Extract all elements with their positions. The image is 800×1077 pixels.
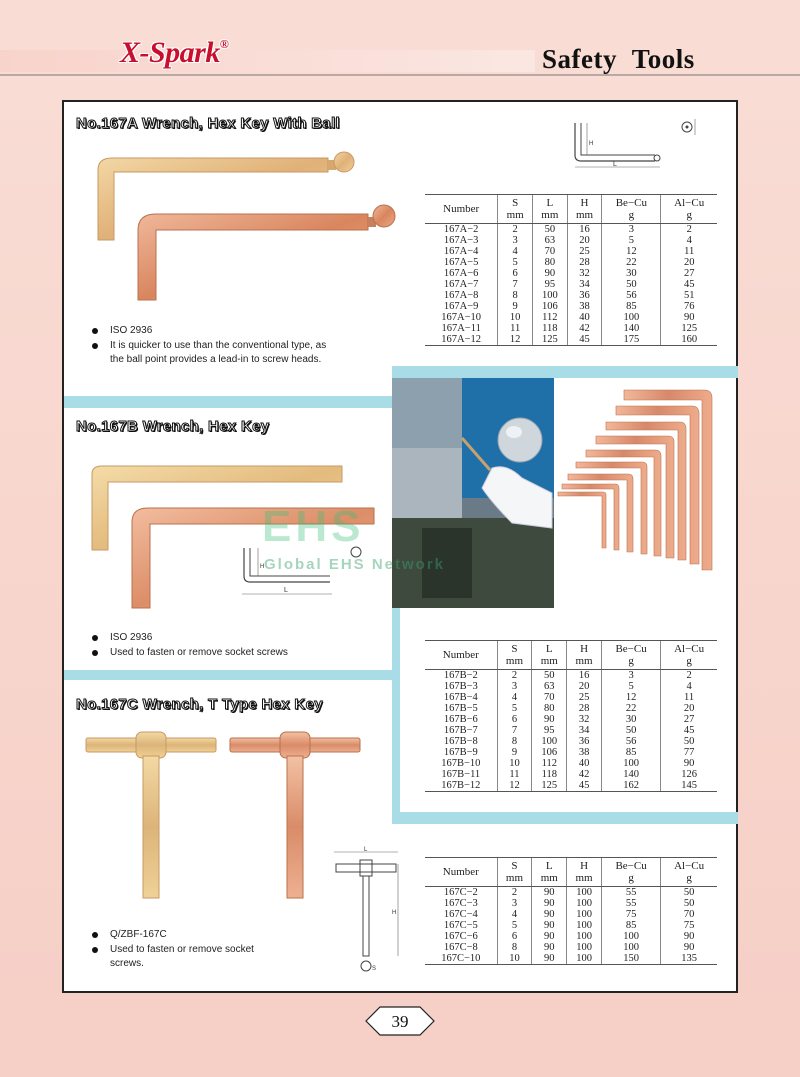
brand-logo <box>120 36 228 70</box>
table-cell: 11 <box>661 246 717 257</box>
table-cell: 90 <box>661 931 717 942</box>
column-header-unit: mm <box>575 209 594 221</box>
table-row <box>425 953 717 965</box>
table-cell: 20 <box>661 257 717 268</box>
table-cell: 167B−4 <box>443 692 478 703</box>
bullet-item: It is quicker to use than the conventional type, as the ball point provides a lead-in to screw heads. <box>92 339 332 367</box>
table-cell: 100 <box>567 920 602 931</box>
column-header <box>661 195 717 224</box>
table-cell: 126 <box>661 769 717 780</box>
table-cell: 2 <box>661 224 717 236</box>
table-cell: 5 <box>497 703 532 714</box>
table-cell: 167B−2 <box>443 670 478 681</box>
table-cell: 16 <box>567 670 602 682</box>
table-cell: 150 <box>601 953 660 965</box>
table-cell: 27 <box>661 268 717 279</box>
table-cell: 38 <box>567 301 602 312</box>
table-cell: 118 <box>532 769 567 780</box>
brand-name: X-Spark <box>120 36 220 69</box>
table-cell: 118 <box>533 323 568 334</box>
table-cell: 4 <box>661 235 717 246</box>
column-header-label: Number <box>443 203 480 215</box>
table-cell: 45 <box>661 725 717 736</box>
table-row <box>425 931 717 942</box>
table-cell: 160 <box>661 334 717 346</box>
column-header <box>532 858 567 887</box>
bullet-item: ISO 2936 <box>92 324 332 338</box>
table-cell: 75 <box>601 909 660 920</box>
table-cell: 167A−7 <box>443 279 479 290</box>
column-header-label: L <box>546 197 554 209</box>
table-cell: 32 <box>567 268 602 279</box>
page-number-badge <box>364 1004 436 1038</box>
table-cell: 125 <box>533 334 568 346</box>
table-cell: 90 <box>532 931 567 942</box>
table-row <box>425 312 717 323</box>
section-c-title: No.167C Wrench, T Type Hex Key <box>76 696 323 713</box>
table-cell: 36 <box>567 290 602 301</box>
table-row <box>425 909 717 920</box>
column-header-unit: g <box>628 209 635 221</box>
table-cell: 167A−9 <box>443 301 479 312</box>
header-band <box>0 50 535 72</box>
table-cell: 5 <box>497 920 532 931</box>
brand-registered-mark: ® <box>219 37 229 51</box>
column-header-unit: mm <box>506 209 524 221</box>
table-cell: 12 <box>497 780 532 792</box>
table-cell: 90 <box>532 887 567 899</box>
table-row <box>425 235 717 246</box>
column-header <box>425 641 497 670</box>
table-row <box>425 725 717 736</box>
table-cell: 100 <box>601 758 660 769</box>
usage-photo <box>392 378 554 608</box>
table-cell: 7 <box>498 279 533 290</box>
table-cell: 167B−8 <box>443 736 478 747</box>
table-cell: 11 <box>498 323 533 334</box>
table-cell: 6 <box>498 268 533 279</box>
table-cell: 90 <box>532 898 567 909</box>
diagram-b-h-label: H <box>260 564 265 570</box>
table-cell: 90 <box>532 714 567 725</box>
table-cell: 4 <box>497 909 532 920</box>
table-header-row <box>425 641 717 670</box>
table-cell: 106 <box>533 301 568 312</box>
bullet-item: Used to fasten or remove socket screws <box>92 646 352 660</box>
table-header-row <box>425 195 717 224</box>
table-cell: 90 <box>532 942 567 953</box>
table-row <box>425 780 717 792</box>
table-cell: 100 <box>567 931 602 942</box>
table-cell: 22 <box>602 257 661 268</box>
column-header <box>567 195 602 224</box>
hex-key-ball-diagram <box>565 115 705 175</box>
table-cell: 75 <box>661 920 717 931</box>
cyan-band-b <box>392 812 738 824</box>
table-cell: 20 <box>661 703 717 714</box>
table-cell: 125 <box>532 780 567 792</box>
table-cell: 55 <box>601 898 660 909</box>
table-cell: 36 <box>567 736 602 747</box>
t-hex-key-diagram <box>328 846 408 976</box>
table-cell: 2 <box>497 887 532 899</box>
column-header <box>661 858 717 887</box>
table-cell: 3 <box>601 670 660 682</box>
table-cell: 76 <box>661 301 717 312</box>
table-cell: 167B−10 <box>441 758 481 769</box>
column-header-label: Be−Cu <box>615 643 647 655</box>
column-header-label: Number <box>442 649 479 661</box>
table-row <box>425 736 717 747</box>
table-cell: 90 <box>533 268 568 279</box>
diagram-a-l-label: L <box>613 161 617 168</box>
table-cell: 70 <box>661 909 717 920</box>
table-cell: 56 <box>602 290 661 301</box>
cyan-band-photo <box>392 366 738 378</box>
cyan-band-a <box>64 396 392 408</box>
table-cell: 20 <box>567 235 602 246</box>
table-row <box>425 323 717 334</box>
table-cell: 8 <box>497 736 532 747</box>
table-cell: 85 <box>602 301 661 312</box>
column-header <box>661 641 717 670</box>
table-cell: 28 <box>567 703 602 714</box>
column-header-label: Al−Cu <box>674 860 705 872</box>
table-cell: 2 <box>661 670 717 682</box>
column-header-unit: mm <box>540 872 558 884</box>
table-cell: 167C−4 <box>443 909 478 920</box>
table-cell: 3 <box>498 235 533 246</box>
table-cell: 8 <box>497 942 532 953</box>
diagram-b-l-label: L <box>284 587 288 594</box>
table-cell: 100 <box>533 290 568 301</box>
table-cell: 30 <box>602 268 661 279</box>
table-cell: 112 <box>533 312 568 323</box>
table-cell: 7 <box>497 725 532 736</box>
table-cell: 50 <box>533 224 568 236</box>
table-cell: 12 <box>601 692 660 703</box>
table-cell: 3 <box>497 898 532 909</box>
table-cell: 167C−8 <box>443 942 478 953</box>
table-cell: 140 <box>602 323 661 334</box>
column-header-unit: g <box>686 209 692 221</box>
table-cell: 4 <box>498 246 533 257</box>
column-header-unit: mm <box>505 872 524 884</box>
section-a-title: No.167A Wrench, Hex Key With Ball <box>76 115 340 132</box>
bullet-item: ISO 2936 <box>92 631 352 645</box>
table-cell: 167A−5 <box>443 257 479 268</box>
section-c-bullets <box>92 928 282 972</box>
table-cell: 9 <box>497 747 532 758</box>
table-cell: 10 <box>498 312 533 323</box>
column-header <box>601 858 660 887</box>
table-row <box>425 920 717 931</box>
table-cell: 167A−4 <box>443 246 479 257</box>
table-cell: 34 <box>567 725 602 736</box>
table-row <box>425 887 717 899</box>
table-cell: 167B−11 <box>441 769 481 780</box>
table-cell: 167B−5 <box>443 703 478 714</box>
table-cell: 100 <box>567 942 602 953</box>
column-header-unit: g <box>686 655 692 667</box>
table-row <box>425 301 717 312</box>
cyan-band-b-side <box>392 606 400 824</box>
table-cell: 90 <box>661 942 717 953</box>
table-cell: 90 <box>661 758 717 769</box>
table-cell: 5 <box>498 257 533 268</box>
table-cell: 50 <box>661 887 717 899</box>
section-a-bullets <box>92 324 332 368</box>
table-row <box>425 703 717 714</box>
spec-table-167b <box>425 640 717 792</box>
table-cell: 2 <box>497 670 532 682</box>
table-header-row <box>425 858 717 887</box>
table-row <box>425 279 717 290</box>
table-cell: 90 <box>532 909 567 920</box>
table-cell: 167A−6 <box>443 268 479 279</box>
table-cell: 100 <box>567 887 602 899</box>
table-cell: 6 <box>497 714 532 725</box>
table-cell: 167C−2 <box>443 887 478 898</box>
column-header <box>601 641 660 670</box>
table-row <box>425 334 717 346</box>
table-cell: 90 <box>532 920 567 931</box>
diagram-c-s-label: S <box>372 966 377 972</box>
table-cell: 95 <box>532 725 567 736</box>
table-cell: 10 <box>497 953 532 965</box>
table-cell: 100 <box>532 736 567 747</box>
table-cell: 45 <box>567 334 602 346</box>
table-cell: 30 <box>601 714 660 725</box>
section-b-title: No.167B Wrench, Hex Key <box>76 418 270 435</box>
table-row <box>425 769 717 780</box>
column-header <box>567 641 602 670</box>
table-cell: 100 <box>602 312 661 323</box>
watermark-subtitle: Global EHS Network <box>264 556 446 573</box>
table-cell: 167B−6 <box>443 714 478 725</box>
table-cell: 167A−3 <box>443 235 479 246</box>
table-cell: 70 <box>532 692 567 703</box>
table-cell: 3 <box>602 224 661 236</box>
column-header-unit: mm <box>540 655 558 667</box>
table-cell: 50 <box>601 725 660 736</box>
column-header <box>497 858 532 887</box>
table-cell: 10 <box>497 758 532 769</box>
column-header-label: Al−Cu <box>674 643 705 655</box>
table-cell: 100 <box>567 909 602 920</box>
table-row <box>425 681 717 692</box>
table-cell: 167C−5 <box>443 920 478 931</box>
table-cell: 167B−7 <box>443 725 478 736</box>
column-header <box>602 195 661 224</box>
column-header <box>425 195 498 224</box>
table-cell: 5 <box>601 681 660 692</box>
column-header <box>425 858 497 887</box>
column-header <box>498 195 533 224</box>
bullet-item: Q/ZBF-167C <box>92 928 282 942</box>
column-header-unit: g <box>628 872 634 884</box>
diagram-c-l-label: L <box>364 847 368 853</box>
table-cell: 16 <box>567 224 602 236</box>
table-row <box>425 747 717 758</box>
table-cell: 4 <box>497 692 532 703</box>
column-header-unit: mm <box>575 872 593 884</box>
table-cell: 32 <box>567 714 602 725</box>
table-cell: 167B−12 <box>425 780 497 792</box>
table-cell: 167B−3 <box>443 681 478 692</box>
table-cell: 11 <box>497 769 532 780</box>
table-cell: 162 <box>601 780 660 792</box>
table-row <box>425 246 717 257</box>
column-header-label: Be−Cu <box>615 860 647 872</box>
table-cell: 3 <box>497 681 532 692</box>
table-cell: 140 <box>601 769 660 780</box>
hex-key-set-photo <box>556 384 726 574</box>
table-cell: 50 <box>532 670 567 682</box>
column-header-label: L <box>545 860 553 872</box>
watermark: EHS <box>262 502 365 551</box>
table-cell: 80 <box>532 703 567 714</box>
table-cell: 12 <box>602 246 661 257</box>
table-cell: 167B−9 <box>443 747 478 758</box>
table-cell: 11 <box>661 692 717 703</box>
column-header-unit: mm <box>541 209 559 221</box>
table-cell: 100 <box>601 942 660 953</box>
table-cell: 70 <box>533 246 568 257</box>
table-cell: 85 <box>601 747 660 758</box>
table-cell: 167A−10 <box>441 312 482 323</box>
table-cell: 40 <box>567 312 602 323</box>
column-header-unit: g <box>628 655 634 667</box>
table-cell: 8 <box>498 290 533 301</box>
table-cell: 34 <box>567 279 602 290</box>
table-cell: 5 <box>602 235 661 246</box>
table-cell: 25 <box>567 692 602 703</box>
table-row <box>425 692 717 703</box>
table-cell: 63 <box>533 235 568 246</box>
table-cell: 167C−6 <box>443 931 478 942</box>
table-cell: 167A−2 <box>443 224 479 235</box>
table-cell: 100 <box>567 953 602 965</box>
table-cell: 80 <box>533 257 568 268</box>
column-header <box>533 195 568 224</box>
table-cell: 90 <box>661 312 717 323</box>
bullet-item: Used to fasten or remove socket screws. <box>92 943 282 971</box>
table-cell: 12 <box>498 334 533 346</box>
table-cell: 50 <box>661 736 717 747</box>
page-category-title: Safety Tools <box>542 44 695 74</box>
table-cell: 50 <box>661 898 717 909</box>
table-row <box>425 670 717 682</box>
table-cell: 167A−12 <box>425 334 498 346</box>
table-cell: 42 <box>567 769 602 780</box>
column-header-label: L <box>545 643 553 655</box>
cyan-band-c <box>64 670 392 680</box>
table-cell: 90 <box>532 953 567 965</box>
table-row <box>425 714 717 725</box>
column-header-label: H <box>580 860 589 872</box>
table-cell: 167A−8 <box>443 290 479 301</box>
table-row <box>425 758 717 769</box>
table-cell: 112 <box>532 758 567 769</box>
table-cell: 40 <box>567 758 602 769</box>
table-row <box>425 224 717 236</box>
table-cell: 167C−3 <box>443 898 478 909</box>
table-cell: 106 <box>532 747 567 758</box>
table-cell: 9 <box>498 301 533 312</box>
table-cell: 45 <box>567 780 602 792</box>
table-cell: 20 <box>567 681 602 692</box>
column-header <box>567 858 602 887</box>
table-cell: 22 <box>601 703 660 714</box>
table-row <box>425 942 717 953</box>
table-cell: 100 <box>601 931 660 942</box>
table-cell: 135 <box>661 953 717 965</box>
column-header <box>497 641 532 670</box>
table-row <box>425 257 717 268</box>
table-cell: 55 <box>601 887 660 899</box>
column-header-label: S <box>512 197 519 209</box>
table-cell: 27 <box>661 714 717 725</box>
section-b-bullets <box>92 631 352 661</box>
table-cell: 167A−11 <box>441 323 481 334</box>
page-number: 39 <box>391 1012 409 1031</box>
table-cell: 77 <box>661 747 717 758</box>
table-cell: 25 <box>567 246 602 257</box>
table-row <box>425 290 717 301</box>
hex-key-ball-photo <box>78 140 398 310</box>
column-header-label: Number <box>442 866 479 878</box>
table-cell: 38 <box>567 747 602 758</box>
column-header-label: S <box>511 643 518 655</box>
table-cell: 51 <box>661 290 717 301</box>
column-header-label: H <box>580 643 589 655</box>
table-cell: 45 <box>661 279 717 290</box>
table-cell: 4 <box>661 681 717 692</box>
column-header-unit: mm <box>575 655 593 667</box>
table-cell: 167C−10 <box>425 953 497 965</box>
column-header-unit: mm <box>505 655 524 667</box>
column-header-label: Be−Cu <box>615 197 647 209</box>
diagram-c-h-label: H <box>392 910 397 916</box>
column-header-label: H <box>580 197 589 209</box>
column-header <box>532 641 567 670</box>
column-header-unit: g <box>686 872 692 884</box>
table-row <box>425 268 717 279</box>
table-cell: 56 <box>601 736 660 747</box>
table-row <box>425 898 717 909</box>
table-cell: 95 <box>533 279 568 290</box>
table-cell: 145 <box>661 780 717 792</box>
table-cell: 50 <box>602 279 661 290</box>
table-cell: 100 <box>567 898 602 909</box>
spec-table-167a <box>425 194 717 346</box>
table-cell: 28 <box>567 257 602 268</box>
column-header-label: Al−Cu <box>674 197 705 209</box>
table-cell: 42 <box>567 323 602 334</box>
diagram-a-h-label: H <box>589 141 594 147</box>
table-cell: 125 <box>661 323 717 334</box>
column-header-label: S <box>511 860 518 872</box>
table-cell: 85 <box>601 920 660 931</box>
table-cell: 63 <box>532 681 567 692</box>
table-cell: 175 <box>602 334 661 346</box>
table-cell: 6 <box>497 931 532 942</box>
table-cell: 2 <box>498 224 533 236</box>
spec-table-167c <box>425 857 717 965</box>
